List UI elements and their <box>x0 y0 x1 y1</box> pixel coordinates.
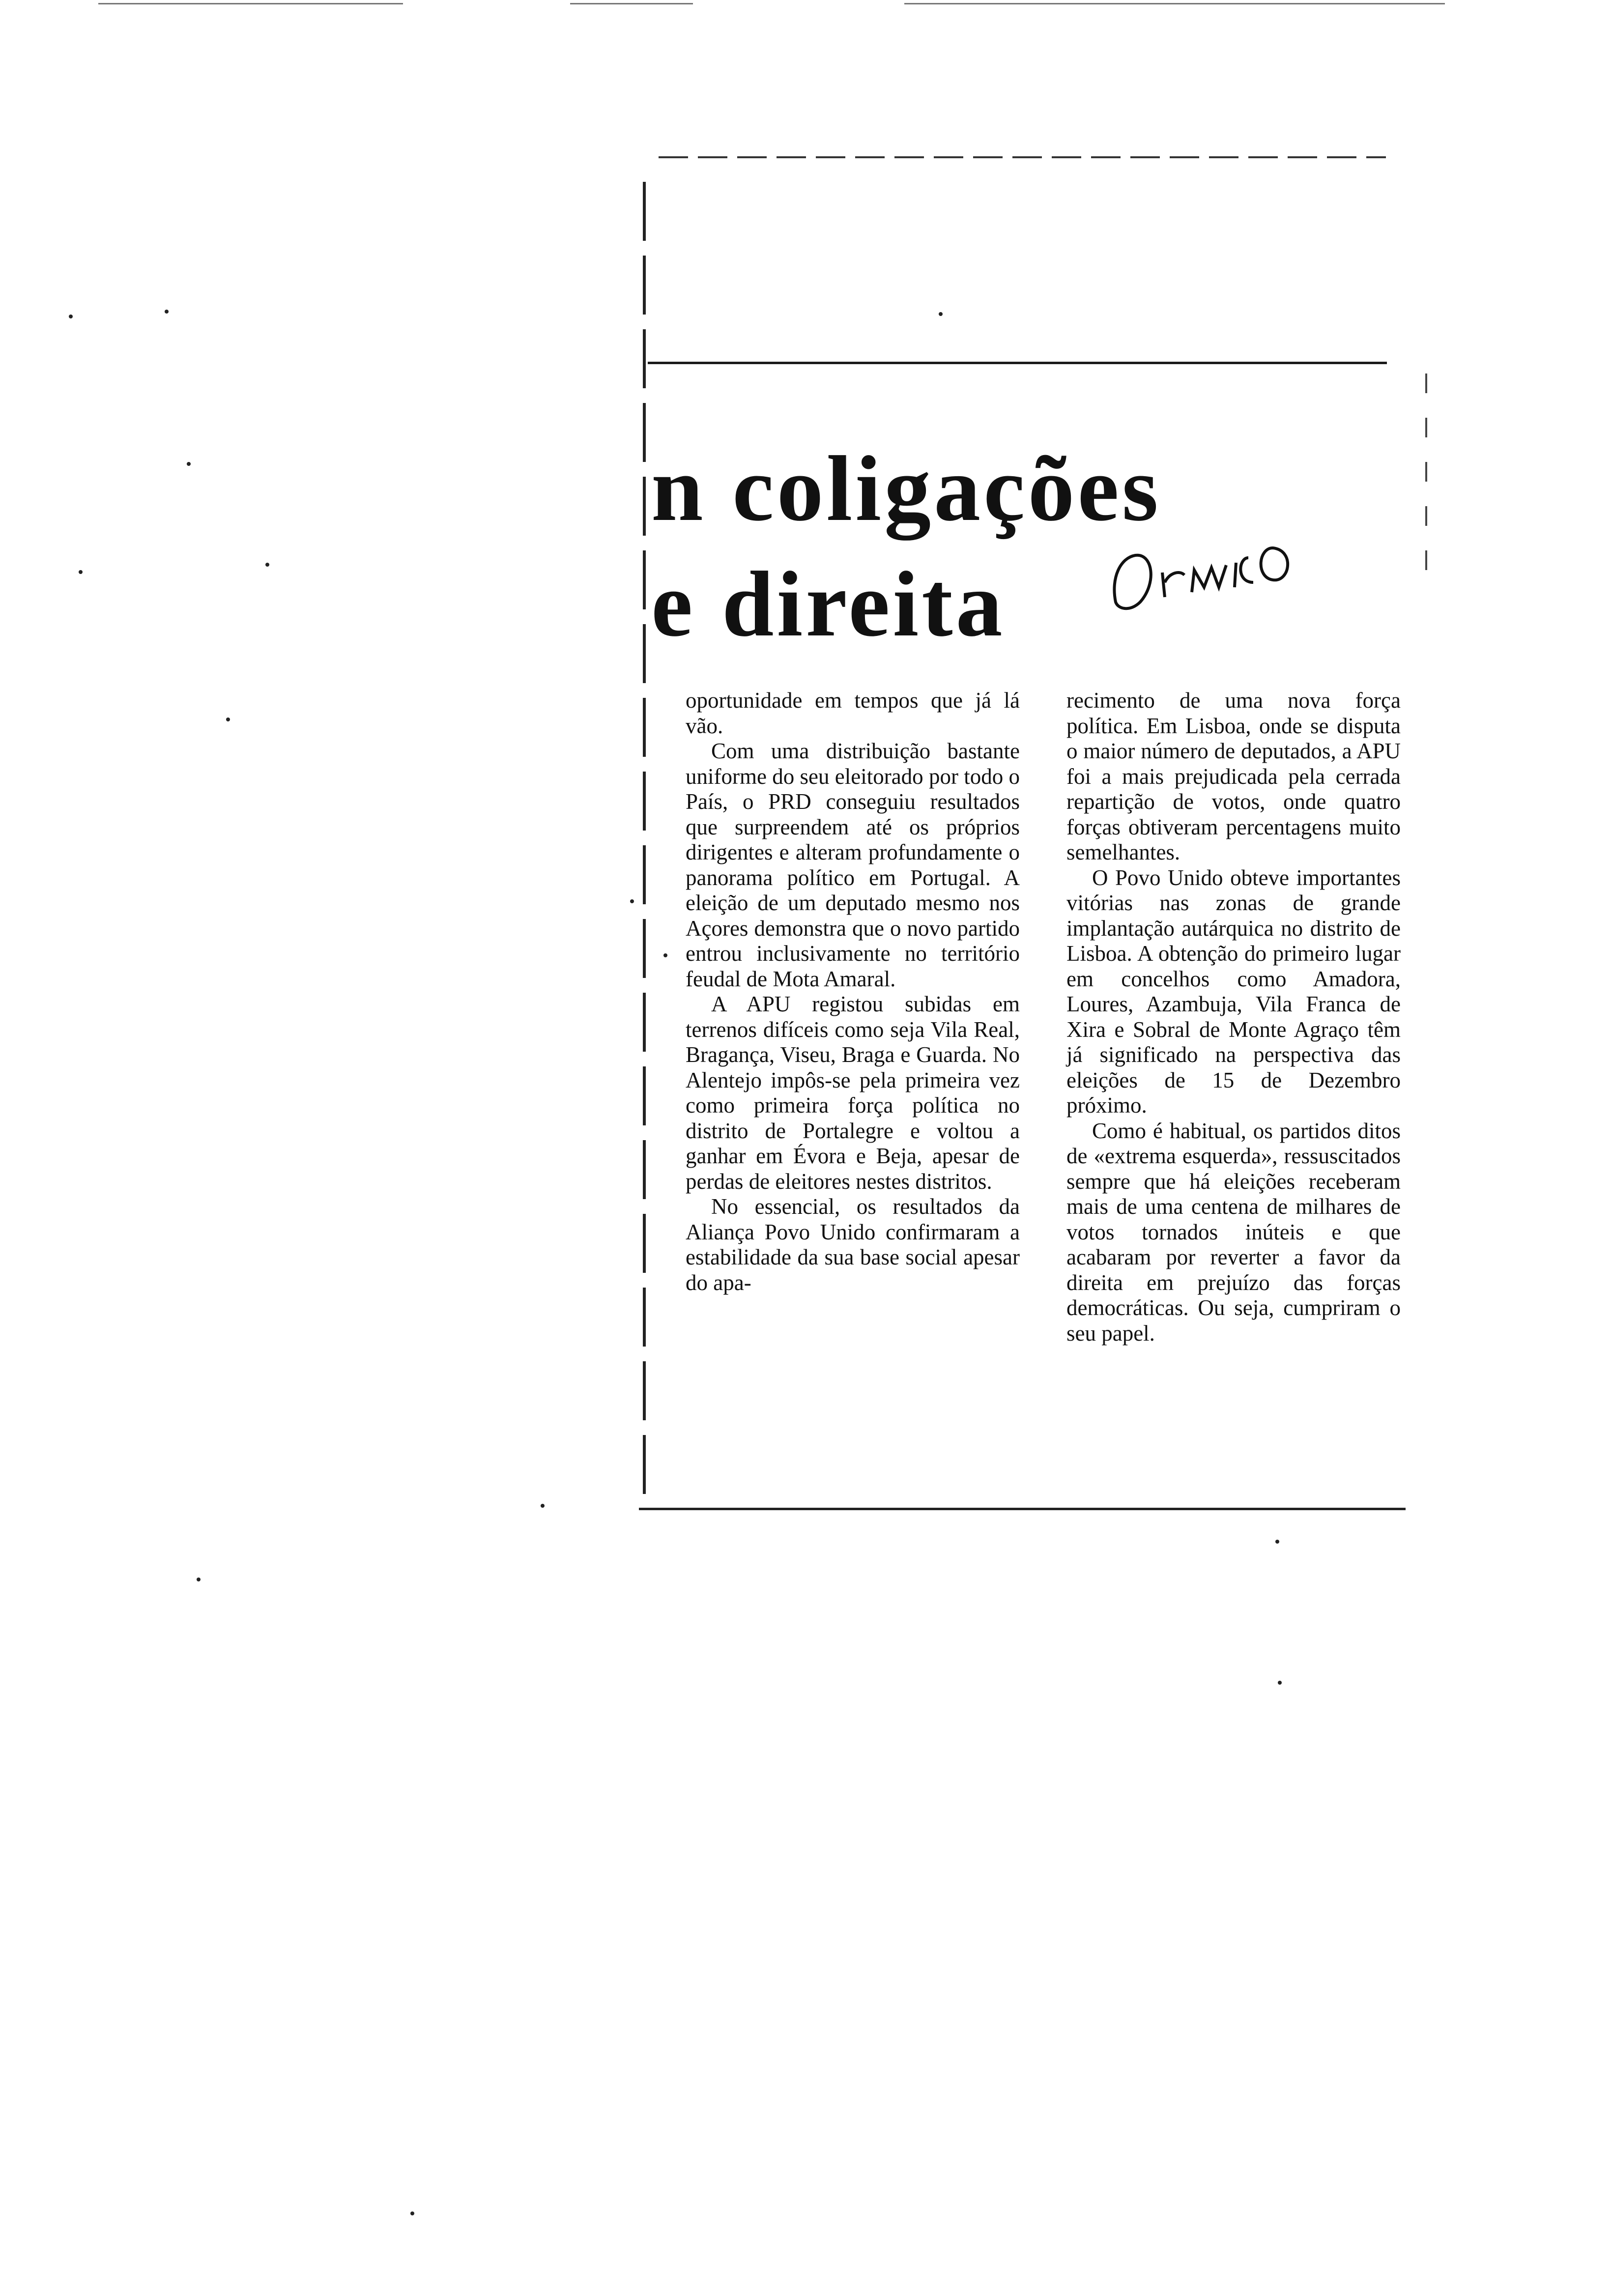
scan-speck <box>663 953 667 957</box>
scan-speck <box>1275 1540 1279 1544</box>
clipping-bottom-rule <box>639 1508 1406 1510</box>
scan-speck <box>939 312 943 316</box>
article-paragraph: recimento de uma nova força política. Em Lisboa, onde se disputa o maior número de deputados, a APU foi a mais prejudicada pela cerrada repartição de votos, onde quatro forças obtiveram percentagens muito semelhantes. <box>1066 688 1401 864</box>
handwritten-annotation <box>1106 528 1312 627</box>
scan-speck <box>541 1504 545 1508</box>
scan-dash <box>98 3 403 4</box>
scan-dash <box>904 3 1445 4</box>
clipping-top-rule <box>659 156 1386 158</box>
scan-speck <box>265 563 269 567</box>
article-column-right <box>1066 688 1401 1346</box>
scan-speck <box>79 570 83 574</box>
scan-speck <box>226 718 230 721</box>
headline-line-2: e direita <box>651 553 1006 656</box>
article-paragraph: Com uma distribuição bastante uniforme do seu eleitorado por todo o País, o PRD conseguiu resultados que surpreendem até os próprios dirigentes e alteram profundamente o panorama político em Portugal. A eleição de um deputado mesmo nos Açores demonstra que o novo partido entrou inclusivamente no território feudal de Mota Amaral. <box>686 739 1020 991</box>
scan-speck <box>165 310 169 314</box>
article-paragraph: No essencial, os resultados da Aliança Povo Unido confirmaram a estabilidade da sua base social apesar do apa- <box>686 1194 1020 1295</box>
headline-rule <box>648 362 1387 364</box>
scan-speck <box>69 315 73 318</box>
headline-line-1: n coligações <box>651 437 1161 541</box>
article-paragraph: O Povo Unido obteve importantes vitórias nas zonas de grande implantação autárquica no distrito de Lisboa. A obtenção do primeiro lugar em concelhos como Amadora, Loures, Azambuja, Vila Franca de Xira e Sobral de Monte Agraço têm já significado na perspectiva das eleições de 15 de Dezembro próximo. <box>1066 865 1401 1118</box>
scan-speck <box>187 462 191 466</box>
article-paragraph: Como é habitual, os partidos ditos de «extrema esquerda», ressuscitados sempre que há eleições receberam mais de uma centena de milhares de votos tornados inúteis e que acabaram por reverter a favor da direita em prejuízo das forças democráticas. Ou seja, cumpriram o seu papel. <box>1066 1118 1401 1346</box>
scan-speck <box>410 2211 414 2215</box>
article-paragraph: oportunidade em tempos que já lá vão. <box>686 688 1020 738</box>
scan-speck <box>197 1578 201 1581</box>
scan-speck <box>630 899 634 903</box>
article-column-left <box>686 688 1020 1295</box>
scan-dash <box>570 3 693 4</box>
clipping-right-edge <box>1425 373 1427 570</box>
scan-speck <box>1278 1681 1282 1685</box>
article-paragraph: A APU registou subidas em terrenos difíceis como seja Vila Real, Bragança, Viseu, Braga e Guarda. No Alentejo impôs-se pela primeira vez como primeira força política no distrito de Portalegre e voltou a ganhar em Évora e Beja, apesar de perdas de eleitores nestes distritos. <box>686 992 1020 1194</box>
clipping-left-edge <box>643 182 646 1499</box>
